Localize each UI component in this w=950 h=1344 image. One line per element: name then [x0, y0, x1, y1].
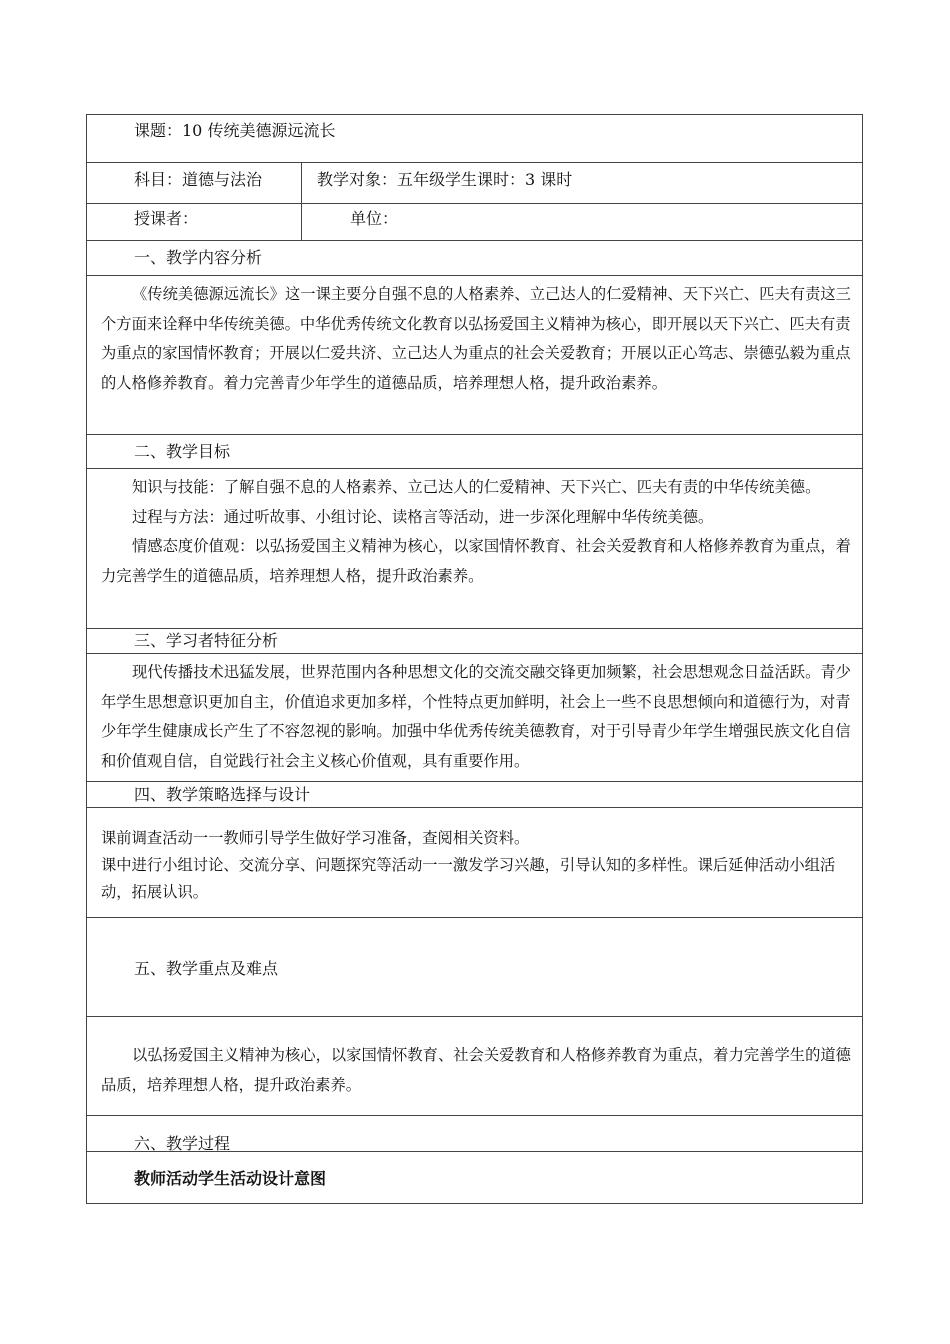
objectives-text: [101, 473, 853, 591]
key-points-body-row: [86, 1017, 863, 1116]
teacher-row: [86, 204, 863, 241]
objective-knowledge: 知识与技能：了解自强不息的人格素养、立己达人的仁爱精神、天下兴亡、匹夫有责的中华传统美德。: [132, 478, 821, 496]
key-points-text: [101, 1041, 853, 1100]
content-analysis-paragraph: 《传统美德源远流长》这一课主要分自强不息的人格素养、立己达人的仁爱精神、天下兴亡、匹夫有责这三个方面来诠释中华传统美德。中华优秀传统文化教育以弘扬爱国主义精神为核心，即开展以天下兴亡、匹夫有责为重点的家国情怀教育；开展以仁爱共济、立己达人为重点的社会关爱教育；开展以正心笃志、崇德弘毅为重点的人格修养教育。着力完善青少年学生的道德品质，培养理想人格，提升政治素养。: [101, 285, 851, 392]
unit-field: 单位：: [350, 209, 399, 228]
strategy-text: [101, 825, 853, 906]
content-analysis-heading: 一、教学内容分析: [134, 248, 263, 267]
lesson-plan-table: [86, 114, 863, 1204]
objective-process: 过程与方法：通过听故事、小组讨论、读格言等活动，进一步深化理解中华传统美德。: [132, 507, 714, 526]
objective-attitude: 情感态度价值观：以弘扬爱国主义精神为核心，以家国情怀教育、社会关爱教育和人格修养教育为重点，着力完善学生的道德品质，培养理想人格，提升政治素养。: [101, 537, 851, 585]
objectives-body-row: [86, 469, 863, 629]
title-row: [86, 114, 863, 163]
content-analysis-text: [101, 280, 853, 398]
objectives-heading: 二、教学目标: [134, 442, 231, 461]
column-divider: [301, 163, 302, 203]
strategy-heading: 四、教学策略选择与设计: [134, 785, 311, 804]
column-divider: [301, 204, 302, 240]
key-points-paragraph: 以弘扬爱国主义精神为核心，以家国情怀教育、社会关爱教育和人格修养教育为重点，着力完善学生的道德品质，培养理想人格，提升政治素养。: [101, 1046, 851, 1094]
objectives-heading-row: [86, 435, 863, 469]
process-columns-row: [86, 1152, 863, 1204]
key-points-heading: 五、教学重点及难点: [134, 959, 279, 978]
process-heading-row: [86, 1116, 863, 1152]
strategy-heading-row: [86, 782, 863, 808]
learner-analysis-heading-row: [86, 629, 863, 654]
key-points-heading-row: [86, 918, 863, 1017]
lesson-title: 课题：10 传统美德源远流长: [134, 121, 336, 140]
audience-hours-field: 教学对象：五年级学生课时：3 课时: [317, 170, 573, 189]
strategy-body-row: [86, 808, 863, 918]
process-heading: 六、教学过程: [134, 1134, 231, 1153]
subject-row: [86, 163, 863, 204]
learner-analysis-text: [101, 658, 853, 776]
strategy-line-1: 课前调查活动一一教师引导学生做好学习准备，查阅相关资料。: [101, 829, 530, 847]
learner-analysis-paragraph: 现代传播技术迅猛发展，世界范围内各种思想文化的交流交融交锋更加频繁，社会思想观念日益活跃。青少年学生思想意识更加自主，价值追求更加多样，个性特点更加鲜明，社会上一些不良思想倾向和道德行为，对青少年学生健康成长产生了不容忽视的影响。加强中华优秀传统美德教育，对于引导青少年学生增强民族文化自信和价值观自信，自觉践行社会主义核心价值观，具有重要作用。: [101, 663, 851, 770]
teacher-field: 授课者：: [134, 209, 199, 228]
content-analysis-heading-row: [86, 241, 863, 276]
subject-field: 科目：道德与法治: [134, 170, 263, 189]
content-analysis-body-row: [86, 276, 863, 435]
learner-analysis-heading: 三、学习者特征分析: [134, 631, 279, 650]
learner-analysis-body-row: [86, 654, 863, 782]
process-columns-header: 教师活动学生活动设计意图: [134, 1169, 327, 1188]
strategy-line-2: 课中进行小组讨论、交流分享、问题探究等活动一一激发学习兴趣，引导认知的多样性。课后延伸活动小组活动，拓展认识。: [101, 856, 836, 901]
